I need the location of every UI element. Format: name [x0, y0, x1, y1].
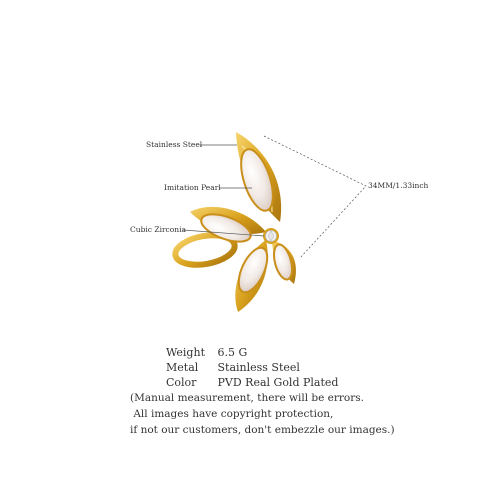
- callout-stainless-steel: Stainless Steel: [146, 140, 203, 149]
- spec-value: 6.5 G: [217, 346, 248, 359]
- spec-value: Stainless Steel: [217, 361, 300, 374]
- spec-row-color: [166, 376, 338, 389]
- callout-imitation-pearl: Imitation Pearl: [164, 183, 221, 192]
- spec-row-weight: [166, 346, 247, 359]
- spec-label: Metal: [166, 361, 199, 374]
- spec-value: PVD Real Gold Plated: [217, 376, 339, 389]
- spec-row-metal: [166, 361, 300, 374]
- cubic-zirconia-stone: [263, 228, 279, 244]
- note-embezzle: if not our customers, don't embezzle our images.): [130, 424, 395, 436]
- note-copyright: All images have copyright protection,: [130, 408, 334, 420]
- spec-label: Weight: [166, 346, 205, 359]
- spec-label: Color: [166, 376, 197, 389]
- callout-cubic-zirconia: Cubic Zirconia: [130, 225, 186, 234]
- callout-size: 34MM/1.33inch: [368, 181, 429, 190]
- note-measurement: (Manual measurement, there will be errors.: [130, 392, 364, 404]
